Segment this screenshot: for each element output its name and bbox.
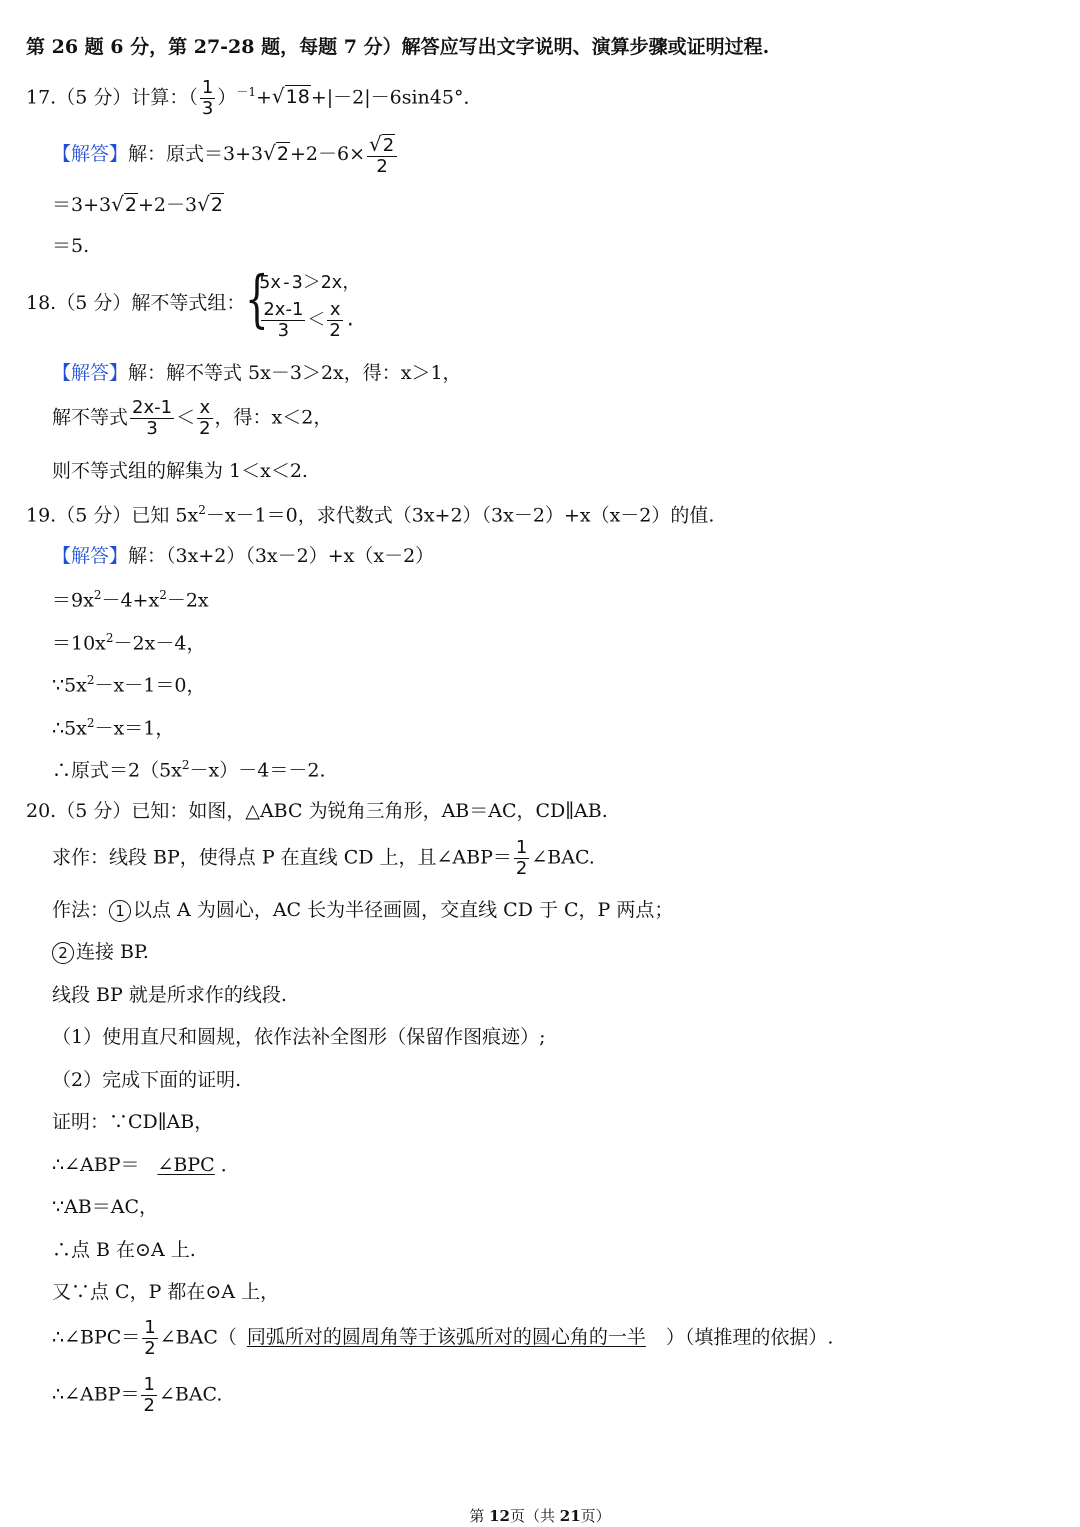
total-page-number: 21 <box>559 1507 581 1525</box>
q17-solution-line1 <box>52 133 399 177</box>
q19-solution-line6: ∴原式$=2(5x^2-x)-4=-2$. <box>52 758 326 782</box>
q18-s2-frac2: $\frac{x}{2}$ <box>199 397 211 439</box>
q18-solution-line1 <box>52 362 462 385</box>
q17-fraction: $\frac{1}{3}$ <box>201 77 214 119</box>
q17-s2a: ＝3+3 <box>52 194 112 216</box>
q17-solution-line2 <box>52 192 224 217</box>
q18-s2-rel: ＜ <box>176 406 196 429</box>
q20-step2: 2 连接 BP. <box>52 941 149 964</box>
q17-rest: +|－2|－6sin45°． <box>310 86 483 109</box>
q18-solution-tag: 【解答】 <box>52 362 129 384</box>
q17-s1a: 解：原式＝3+3 <box>128 142 264 165</box>
q18-solution-line2 <box>52 398 332 439</box>
q18-solution-line3: 则不等式组的解集为 1＜x＜2. <box>52 460 308 482</box>
q19-solution-line1 <box>52 545 434 568</box>
q19-solution-line4: $\because 5x^2-x-1=0$， <box>52 673 206 697</box>
q19-solution-line3: $=10x^2-2x-4$， <box>52 631 206 655</box>
q17-paren: ） <box>217 86 237 109</box>
current-page-number: 12 <box>489 1507 510 1525</box>
q17-solution-line3: ＝5. <box>52 235 90 257</box>
q18-row1: 5x-3＞2x， <box>259 272 361 293</box>
q20-method: 作法： 1 以点 A 为圆心，AC 长为半径画圆，交直线 CD 于 C，P 两点； <box>52 899 674 921</box>
q19-question <box>26 503 714 527</box>
q20-part1: （1）使用直尺和圆规，依作法补全图形（保留作图痕迹）; <box>52 1026 546 1048</box>
q18-s2b: ，得：x＜2， <box>214 406 333 429</box>
q17-sqrt: √18 <box>271 84 310 109</box>
q20-task: 求作：线段 BP，使得点 P 在直线 CD 上，且∠ABP＝ $\frac{1}{2}$ ∠BAC. <box>52 837 595 879</box>
q17-s1b: +2－6× <box>289 142 365 165</box>
q17-solution-tag: 【解答】 <box>52 142 129 165</box>
q18-s2a: 解不等式 <box>52 406 129 429</box>
section-header: 第 26 题 6 分，第 27-28 题，每题 7 分）解答应写出文字说明、演算步骤或证明过程. <box>26 36 770 58</box>
q19-solution-line5: $\therefore 5x^2-x=1$， <box>52 716 175 740</box>
q17-s1-sqrt: √2 <box>263 140 289 165</box>
q20-proof2-blank: ∠BPC <box>157 1154 215 1176</box>
q20-proof5: 又∵点 C，P 都在⊙A 上， <box>52 1281 280 1303</box>
q20-proof1: 证明：∵CD∥AB， <box>52 1111 214 1133</box>
q17-s2-sqrt2: √2 <box>197 192 223 216</box>
q20-proof6-half: $\frac{1}{2}$ <box>144 1317 156 1359</box>
q17-s2-sqrt1: √2 <box>111 192 137 216</box>
q20-half: $\frac{1}{2}$ <box>515 837 528 879</box>
q20-proof6: ∴∠BPC＝ $\frac{1}{2}$ ∠BAC（ 同弧所对的圆周角等于该弧所对的圆心角的一半 ）（填推理的依据）. <box>52 1317 834 1359</box>
q18-s1: 解：解不等式 5x－3＞2x，得：x＞1， <box>128 362 462 384</box>
q20-conclude: 线段 BP 就是所求作的线段. <box>52 984 287 1006</box>
q19-exp: 2 <box>198 503 206 517</box>
circled-two-icon: 2 <box>52 942 74 964</box>
q20-part2: （2）完成下面的证明. <box>52 1069 242 1091</box>
q19-prefix: 19.（5 分）已知 5x <box>26 504 199 527</box>
q20-question: 20.（5 分）已知：如图，△ABC 为锐角三角形，AB＝AC，CD∥AB. <box>26 800 608 822</box>
q17-prefix: 17.（5 分）计算：（ <box>26 86 198 109</box>
q20-proof6-blank: 同弧所对的圆周角等于该弧所对的圆心角的一半 <box>246 1326 646 1349</box>
q20-proof7-half: $\frac{1}{2}$ <box>143 1374 155 1416</box>
q20-proof7: ∴∠ABP＝ $\frac{1}{2}$ ∠BAC. <box>52 1374 223 1416</box>
circled-one-icon: 1 <box>109 900 131 922</box>
q19-solution-line2: $=9x^2-4+x^2-2x$ <box>52 588 209 612</box>
q19-rest: －x－1＝0，求代数式（3x+2）（3x－2）+x（x－2）的值. <box>205 504 715 527</box>
q17-s1-fraction: $\frac{√2}{2}$ <box>367 133 397 177</box>
q18-inequality-system: { 5x-3＞2x， $\frac{2x-1}{3}$ ＜ $\frac{x}{2}$ . <box>245 262 361 341</box>
q19-s1: 解：（3x+2）（3x－2）+x（x－2） <box>128 545 435 567</box>
q20-proof2: ∴∠ABP＝ ∠BPC ． <box>52 1154 240 1176</box>
q17-question <box>26 78 482 119</box>
q20-proof4: ∴点 B 在⊙A 上. <box>52 1239 196 1261</box>
page-footer: 第 12页（共 21页） <box>469 1507 611 1525</box>
q18-row2: $\frac{2x-1}{3}$ ＜ $\frac{x}{2}$ . <box>263 299 356 341</box>
q20-proof3: ∵AB＝AC， <box>52 1196 159 1218</box>
q18-s2-frac1: $\frac{2x-1}{3}$ <box>132 397 173 439</box>
q18-question <box>26 262 361 341</box>
q17-s2b: +2－3 <box>137 194 198 216</box>
q18-prefix: 18.（5 分）解不等式组： <box>26 291 246 314</box>
q17-plus: + <box>255 86 272 109</box>
q19-solution-tag: 【解答】 <box>52 545 129 567</box>
q17-exponent: －1 <box>236 84 256 99</box>
